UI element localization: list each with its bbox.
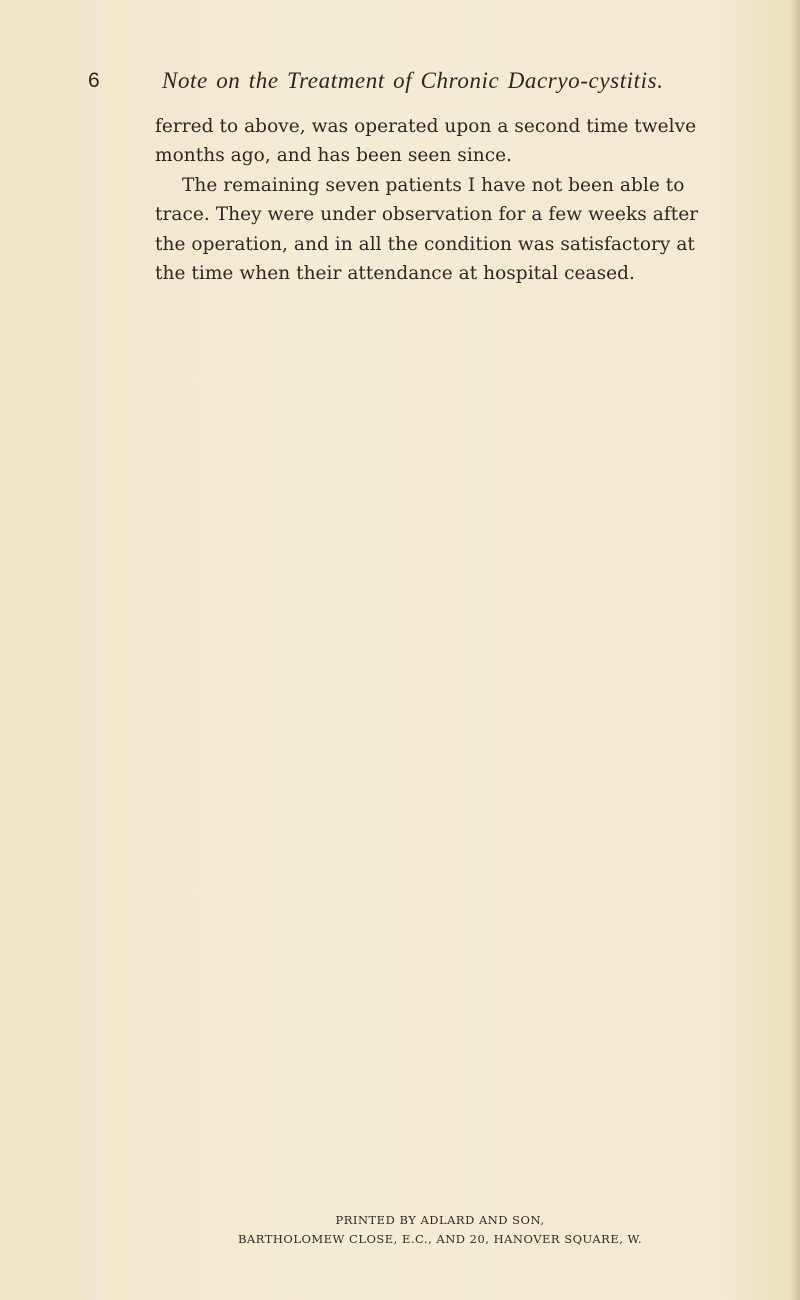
- imprint-line: PRINTED BY ADLARD AND SON,: [335, 1213, 545, 1227]
- text-line: ferred to above, was operated upon a second time twelve: [155, 116, 697, 137]
- page-header: [88, 66, 728, 100]
- text-line: months ago, and has been seen since.: [155, 145, 513, 167]
- text-line: trace. They were under observation for a few weeks after: [155, 204, 699, 226]
- running-title: Note on the Treatment of Chronic Dacryo-cystitis.: [162, 68, 664, 93]
- page-number: 6: [88, 69, 100, 92]
- printer-imprint: [160, 1211, 720, 1249]
- text-line: the operation, and in all the condition was satisfactory at: [155, 233, 695, 255]
- text-line: The remaining seven patients I have not been able to: [182, 174, 685, 196]
- paragraph-remaining-patients: [155, 171, 755, 289]
- text-line: the time when their attendance at hospital ceased.: [155, 263, 635, 285]
- paragraph-continuation: [155, 112, 755, 171]
- imprint-line: BARTHOLOMEW CLOSE, E.C., AND 20, HANOVER SQUARE, W.: [237, 1232, 642, 1246]
- page-edge-shadow: [790, 0, 800, 1300]
- body-text: [155, 112, 755, 288]
